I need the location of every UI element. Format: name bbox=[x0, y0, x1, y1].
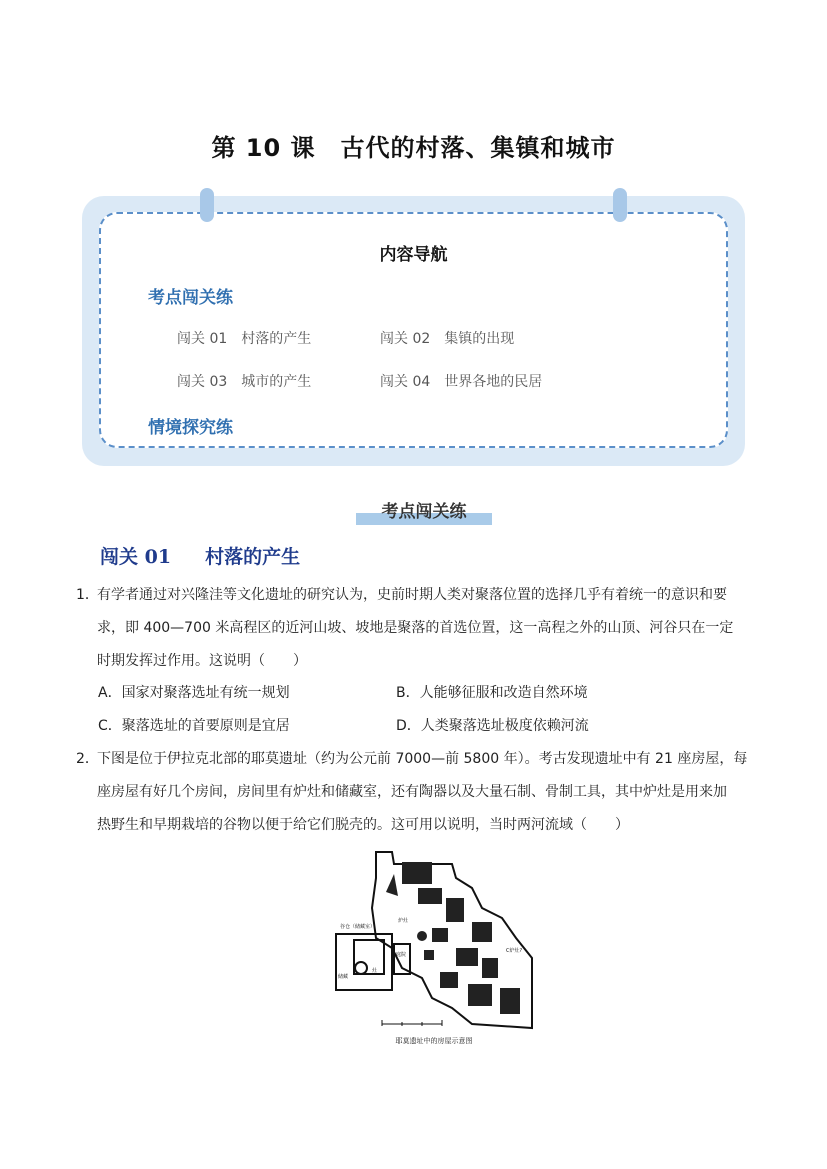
question-1-line-3: 时期发挥过作用。这说明（ ） bbox=[97, 653, 307, 669]
nav-item-03[interactable] bbox=[177, 371, 311, 391]
nav-item-label: 村落的产生 bbox=[241, 331, 312, 347]
nav-item-label: 城市的产生 bbox=[241, 374, 312, 390]
nav-section-scenario[interactable]: 情境探究练 bbox=[148, 418, 233, 438]
nav-title: 内容导航 bbox=[379, 245, 448, 265]
nav-item-02[interactable] bbox=[380, 328, 514, 348]
nav-item-num: 闯关 04 bbox=[380, 374, 431, 390]
page-title: 第 10 课 古代的村落、集镇和城市 bbox=[211, 134, 616, 162]
question-1-option-b[interactable]: B．人能够征服和改造自然环境 bbox=[396, 685, 588, 701]
figure-label: C炉灶? bbox=[506, 948, 523, 954]
question-1-option-a[interactable]: A．国家对聚落选址有统一规划 bbox=[98, 685, 290, 701]
nav-item-num: 闯关 02 bbox=[380, 331, 431, 347]
nav-item-num: 闯关 03 bbox=[177, 374, 228, 390]
figure-caption: 耶莫遗址中的房屋示意图 bbox=[395, 1037, 473, 1045]
figure-label: 灶 bbox=[372, 968, 378, 974]
sub-heading-label: 村落的产生 bbox=[205, 546, 301, 568]
figure-label: 储藏 bbox=[338, 974, 349, 980]
figure-label: 炉灶 bbox=[398, 918, 409, 924]
question-2-line-1: 下图是位于伊拉克北部的耶莫遗址（约为公元前 7000—前 5800 年）。考古发现遗址中有 21 座房屋，每 bbox=[97, 751, 748, 767]
question-2-number: 2． bbox=[76, 751, 99, 767]
nav-section-checkpoints[interactable]: 考点闯关练 bbox=[148, 288, 233, 308]
nav-item-num: 闯关 01 bbox=[177, 331, 228, 347]
question-2-line-2: 座房屋有好几个房间，房间里有炉灶和储藏室，还有陶器以及大量石制、骨制工具，其中炉灶是用来加 bbox=[97, 784, 727, 800]
question-1-line-1: 有学者通过对兴隆洼等文化遗址的研究认为，史前时期人类对聚落位置的选择几乎有着统一的意识和要 bbox=[97, 587, 727, 603]
question-1-number: 1． bbox=[76, 587, 99, 603]
question-2-line-3: 热野生和早期栽培的谷物以便于给它们脱壳的。这可用以说明，当时两河流域（ ） bbox=[97, 817, 629, 833]
binder-pin-left bbox=[200, 188, 214, 222]
nav-item-label: 世界各地的民居 bbox=[444, 374, 543, 390]
nav-item-label: 集镇的出现 bbox=[444, 331, 515, 347]
question-1-line-2: 求，即 400—700 米高程区的近河山坡、坡地是聚落的首选位置，这一高程之外的山顶、河谷只在一定 bbox=[97, 620, 734, 636]
nav-item-04[interactable] bbox=[380, 371, 542, 391]
nav-item-01[interactable] bbox=[177, 328, 311, 348]
banner-label: 考点闯关练 bbox=[381, 502, 467, 522]
figure-label: 庭院 bbox=[396, 952, 407, 958]
binder-pin-right bbox=[613, 188, 627, 222]
sub-heading bbox=[100, 542, 300, 569]
sub-heading-num: 闯关 01 bbox=[100, 546, 172, 568]
question-1-option-d[interactable]: D．人类聚落选址极度依赖河流 bbox=[396, 718, 589, 734]
figure-label: 谷仓（储藏室） bbox=[340, 924, 376, 930]
site-plan-figure bbox=[332, 848, 536, 1032]
section-banner bbox=[356, 497, 492, 525]
question-1-option-c[interactable]: C．聚落选址的首要原则是宜居 bbox=[98, 718, 290, 734]
